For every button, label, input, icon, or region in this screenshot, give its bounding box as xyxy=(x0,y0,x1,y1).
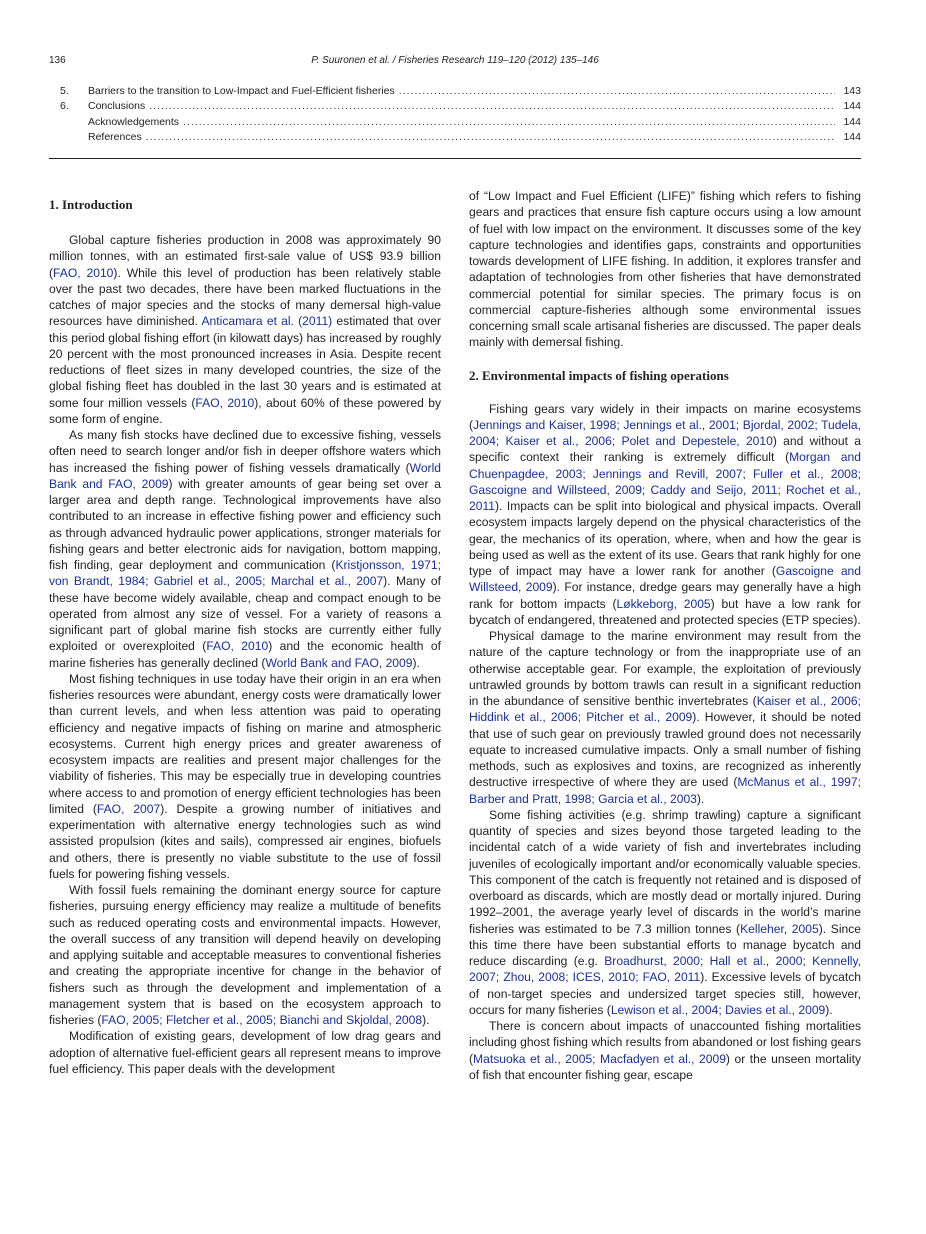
introduction-body xyxy=(49,232,441,1077)
paragraph-text: ) and without a specific context their ranking is extremely difficult ( xyxy=(469,434,861,465)
citation-link[interactable]: Broadhurst, 2000; Hall et al., 2000; Kennelly, 2007; Zhou, 2008; ICES, 2010; FAO, 2011 xyxy=(469,954,861,985)
paragraph-text: ). xyxy=(422,1013,430,1027)
paragraph-text: ) with greater amounts of gear being set over a larger area and depth range. Technological improvements have also contributed to an increase in effective fishing power and efficiency such as through advanced hydraulic power applications, stronger materials for fishing gears and better electronic aids for navigation, bottom mapping, fish finding, gear deployment and communication ( xyxy=(49,476,442,572)
paragraph-text: Physical damage to the marine environment may result from the nature of the capture technology or from the inappropriate use of an otherwise acceptable gear. For example, the exploitation of previously untrawled grounds by bottom trawls can result in a significant reduction in the abundance of sensitive benthic invertebrates ( xyxy=(469,629,861,708)
paragraph xyxy=(469,401,861,629)
paragraph xyxy=(469,188,861,351)
toc-page: 144 xyxy=(843,130,861,143)
paragraph xyxy=(49,427,441,671)
paragraph-text: of “Low Impact and Fuel Efficient (LIFE)” fishing which refers to fishing gears and practices that ensure fish capture occurs using a low amount of fuel with low impact on the environment. It discusses some of the key capture technologies and identifies gaps, constraints and opportunities towards development of LIFE fishing. In addition, it explores transfer and adaptation of technologies from other fisheries that have demonstrated commercial potential for similar species. The primary focus is on commercial capture-fisheries although some environmental issues concerning small scale artisanal fisheries are discussed. The paper deals mainly with demersal fishing. xyxy=(469,189,861,350)
citation-link[interactable]: World Bank and FAO, 2009 xyxy=(49,460,441,491)
paragraph-text: ). xyxy=(825,1002,833,1017)
toc-page: 144 xyxy=(843,115,861,128)
toc-title[interactable]: Conclusions xyxy=(88,100,146,113)
toc-page: 143 xyxy=(843,85,861,97)
paragraph-text: There is concern about impacts of unaccounted fishing mortalities including ghost fishing which results from abandoned or lost fishing gears ( xyxy=(469,1019,861,1066)
toc-number: 6. xyxy=(60,100,69,113)
citation-link[interactable]: World Bank and FAO, 2009 xyxy=(265,655,413,670)
citation-link[interactable]: Anticamara et al. (2011) xyxy=(201,314,333,329)
paragraph-text: ) and the economic health of marine fisheries has generally declined ( xyxy=(49,639,441,670)
toc-title[interactable]: Acknowledgements xyxy=(88,115,180,128)
section-heading-introduction: 1. Introduction xyxy=(49,197,133,212)
paragraph-text: estimated that over this period global fishing effort (in kilowatt days) has increased by roughly 20 percent with the most pronounced increases in Asia. Despite recent reductions of fleet sizes in many developed countries, the size of the global fishing fleet has doubled in the last 30 years and is estimated at some four million vessels ( xyxy=(49,314,441,410)
paragraph-text: ) or the unseen mortality of fish that encounter fishing gear, escape xyxy=(469,1051,861,1082)
paragraph-text: ). However, it should be noted that use of such gear on previously trawled ground does not necessarily equate to increased cumulative impacts. Only a small number of fishing methods, such as explosives and toxins, are recognized as inherently destructive irrespective of where they are used ( xyxy=(469,710,862,790)
paragraph xyxy=(49,671,441,882)
citation-link[interactable]: Matsuoka et al., 2005; Macfadyen et al., 2009 xyxy=(473,1051,726,1066)
citation-link[interactable]: McManus et al., 1997; Barber and Pratt, 1998; Garcia et al., 2003 xyxy=(469,775,861,806)
section-heading-environmental-impacts: 2. Environmental impacts of fishing operations xyxy=(469,367,729,383)
paragraph-text: ) but have a low rank for bycatch of endangered, threatened and protected species (ETP species). xyxy=(469,596,861,627)
header-divider xyxy=(49,158,861,159)
paragraph xyxy=(469,1018,861,1083)
paragraph-text: ), about 60% of these powered by some form of engine. xyxy=(49,395,441,426)
citation-link[interactable]: FAO, 2010 xyxy=(53,265,114,280)
toc-entry-conclusions[interactable] xyxy=(49,99,861,114)
paragraph-text: Some fishing activities (e.g. shrimp trawling) capture a significant quantity of species and sizes beyond those targeted leading to the incidental catch of a wide variety of fish and invertebrates including juveniles of ecologically important and/or economically valuable species. This component of the catch is frequently not retained and is disposed of overboard as discards, which are mostly dead or mortally injured. During 1992–2001, the average yearly level of discards in the world’s marine fisheries was estimated to be 7.3 million tonnes ( xyxy=(469,807,861,936)
paragraph-text: With fossil fuels remaining the dominant energy source for capture fisheries, pursuing energy efficiency may realize a multitude of benefits such as reduced operating costs and environmental impacts. However, the overall success of any transition will depend heavily on developing and applying suitable and acceptable measures to conventional fisheries and creating the appropriate incentive for change in the behavior of fishers such as through the development and implementation of a management system that is based on the ecosystem approach to fisheries ( xyxy=(49,883,441,1027)
citation-link[interactable]: Jennings and Kaiser, 1998; Jennings et al., 2001; Bjordal, 2002; Tudela, 2004; Kaiser et al., 2006; Polet and Depestele, 2010 xyxy=(469,417,861,448)
citation-link[interactable]: Morgan and Chuenpagdee, 2003; Jennings and Revill, 2007; Fuller et al., 2008; Gascoigne and Willsteed, 2009; Caddy and Seijo, 2011; Rochet et al., 2011 xyxy=(469,450,861,513)
right-column xyxy=(469,188,861,1083)
paragraph xyxy=(469,628,861,807)
left-column xyxy=(49,196,441,1077)
paragraph xyxy=(49,882,441,1028)
paragraph-text: Modification of existing gears, development of low drag gears and adoption of alternative fuel-efficient gears all represent means to improve fuel efficiency. This paper deals with the development xyxy=(49,1029,441,1076)
paragraph-text: ). xyxy=(696,791,705,806)
citation-link[interactable]: Kaiser et al., 2006; Hiddink et al., 2006; Pitcher et al., 2009 xyxy=(469,694,861,725)
citation-link[interactable]: Kelleher, 2005 xyxy=(740,921,819,936)
toc-entry-acknowledgements[interactable] xyxy=(49,115,861,130)
toc-number: 5. xyxy=(60,85,69,97)
table-of-contents xyxy=(49,84,861,145)
citation-link[interactable]: Løkkeborg, 2005 xyxy=(616,596,711,611)
paragraph-text: ). Many of these have become widely available, cheap and compact enough to be operated from almost any size of vessel. For a variety of reasons a significant part of global marine fish stocks are currently either fully exploited or overexploited ( xyxy=(49,574,441,654)
toc-leader-dots xyxy=(399,84,835,99)
page-number: 136 xyxy=(49,55,66,66)
paragraph-text: ). Impacts can be split into biological and physical impacts. Overall ecosystem impacts largely depend on the physical characteristics of the gear, the mechanics of its operation, where, when and how the gear is being used as well as the extent of its use. Gears that rank highly for one type of impact may have a lower rank for another ( xyxy=(469,499,861,578)
paragraph-text: ). Since this time there have been substantial efforts to manage bycatch and reduce discarding (e.g. xyxy=(469,921,862,968)
paragraph-text: Fishing gears vary widely in their impacts on marine ecosystems ( xyxy=(469,401,861,432)
journal-citation: P. Suuronen et al. / Fisheries Research 119–120 (2012) 135–146 xyxy=(311,55,599,66)
paragraph-text: Most fishing techniques in use today have their origin in an era when fisheries resources were abundant, energy costs were dramatically lower than current levels, and when less attention was paid to operating efficiency and negative impacts of fishing on marine and atmospheric ecosystems. Current high energy prices and greater awareness of ecosystem impacts are realities and present major challenges for the viability of fisheries. This may be especially true in developing countries where access to and promotion of energy efficient technologies has been limited ( xyxy=(49,671,441,816)
running-header xyxy=(49,55,861,71)
citation-link[interactable]: FAO, 2007 xyxy=(96,801,161,816)
citation-link[interactable]: FAO, 2005; Fletcher et al., 2005; Bianchi and Skjoldal, 2008 xyxy=(101,1013,423,1027)
introduction-continuation xyxy=(469,188,861,351)
toc-title[interactable]: Barriers to the transition to Low-Impact and Fuel-Efficient fisheries xyxy=(88,85,395,97)
toc-leader-dots xyxy=(149,99,835,114)
paragraph-text: As many fish stocks have declined due to excessive fishing, vessels often need to search longer and/or fish in deeper offshore waters which has increased the fishing power of fishing vessels dramatically ( xyxy=(49,428,441,475)
paragraph-text: ). Despite a growing number of initiatives and experimentation with alternative energy technologies such as wind assisted propulsion (kites and sails), compressed air engines, biofuels and others, there is presently no viable substitute to the use of fossil fuels for powering fishing vessels. xyxy=(49,801,441,881)
toc-leader-dots xyxy=(183,115,835,130)
toc-entry-barriers[interactable] xyxy=(49,84,861,99)
citation-link[interactable]: Gascoigne and Willsteed, 2009 xyxy=(469,564,861,595)
environmental-impacts-body xyxy=(469,401,861,1084)
citation-link[interactable]: FAO, 2010 xyxy=(195,395,255,410)
citation-link[interactable]: Kristjonsson, 1971; von Brandt, 1984; Gabriel et al., 2005; Marchal et al., 2007 xyxy=(49,558,441,589)
paragraph xyxy=(469,807,861,1018)
toc-leader-dots xyxy=(146,130,835,145)
toc-entry-references[interactable] xyxy=(49,130,861,145)
paragraph xyxy=(49,1028,441,1077)
paragraph-text: ). For instance, dredge gears may generally have a high rank for bottom impacts ( xyxy=(469,580,861,611)
citation-link[interactable]: FAO, 2010 xyxy=(206,639,269,654)
paragraph-text: ). While this level of production has been relatively stable over the past two decades, there have been marked fluctuations in the catches of major species and the stocks of many demersal high-value resources have diminished. xyxy=(49,265,441,329)
paragraph-text: ). xyxy=(412,655,420,670)
paragraph-text: ). Excessive levels of bycatch of non-target species and undersized target species still, however, occurs for many fisheries ( xyxy=(469,970,861,1017)
paragraph-text: Global capture fisheries production in 2008 was approximately 90 million tonnes, with an estimated first-sale value of US$ 93.9 billion ( xyxy=(49,233,441,280)
citation-link[interactable]: Lewison et al., 2004; Davies et al., 2009 xyxy=(610,1002,826,1017)
paragraph xyxy=(49,232,441,427)
toc-page: 144 xyxy=(843,100,861,113)
toc-title[interactable]: References xyxy=(88,130,142,143)
